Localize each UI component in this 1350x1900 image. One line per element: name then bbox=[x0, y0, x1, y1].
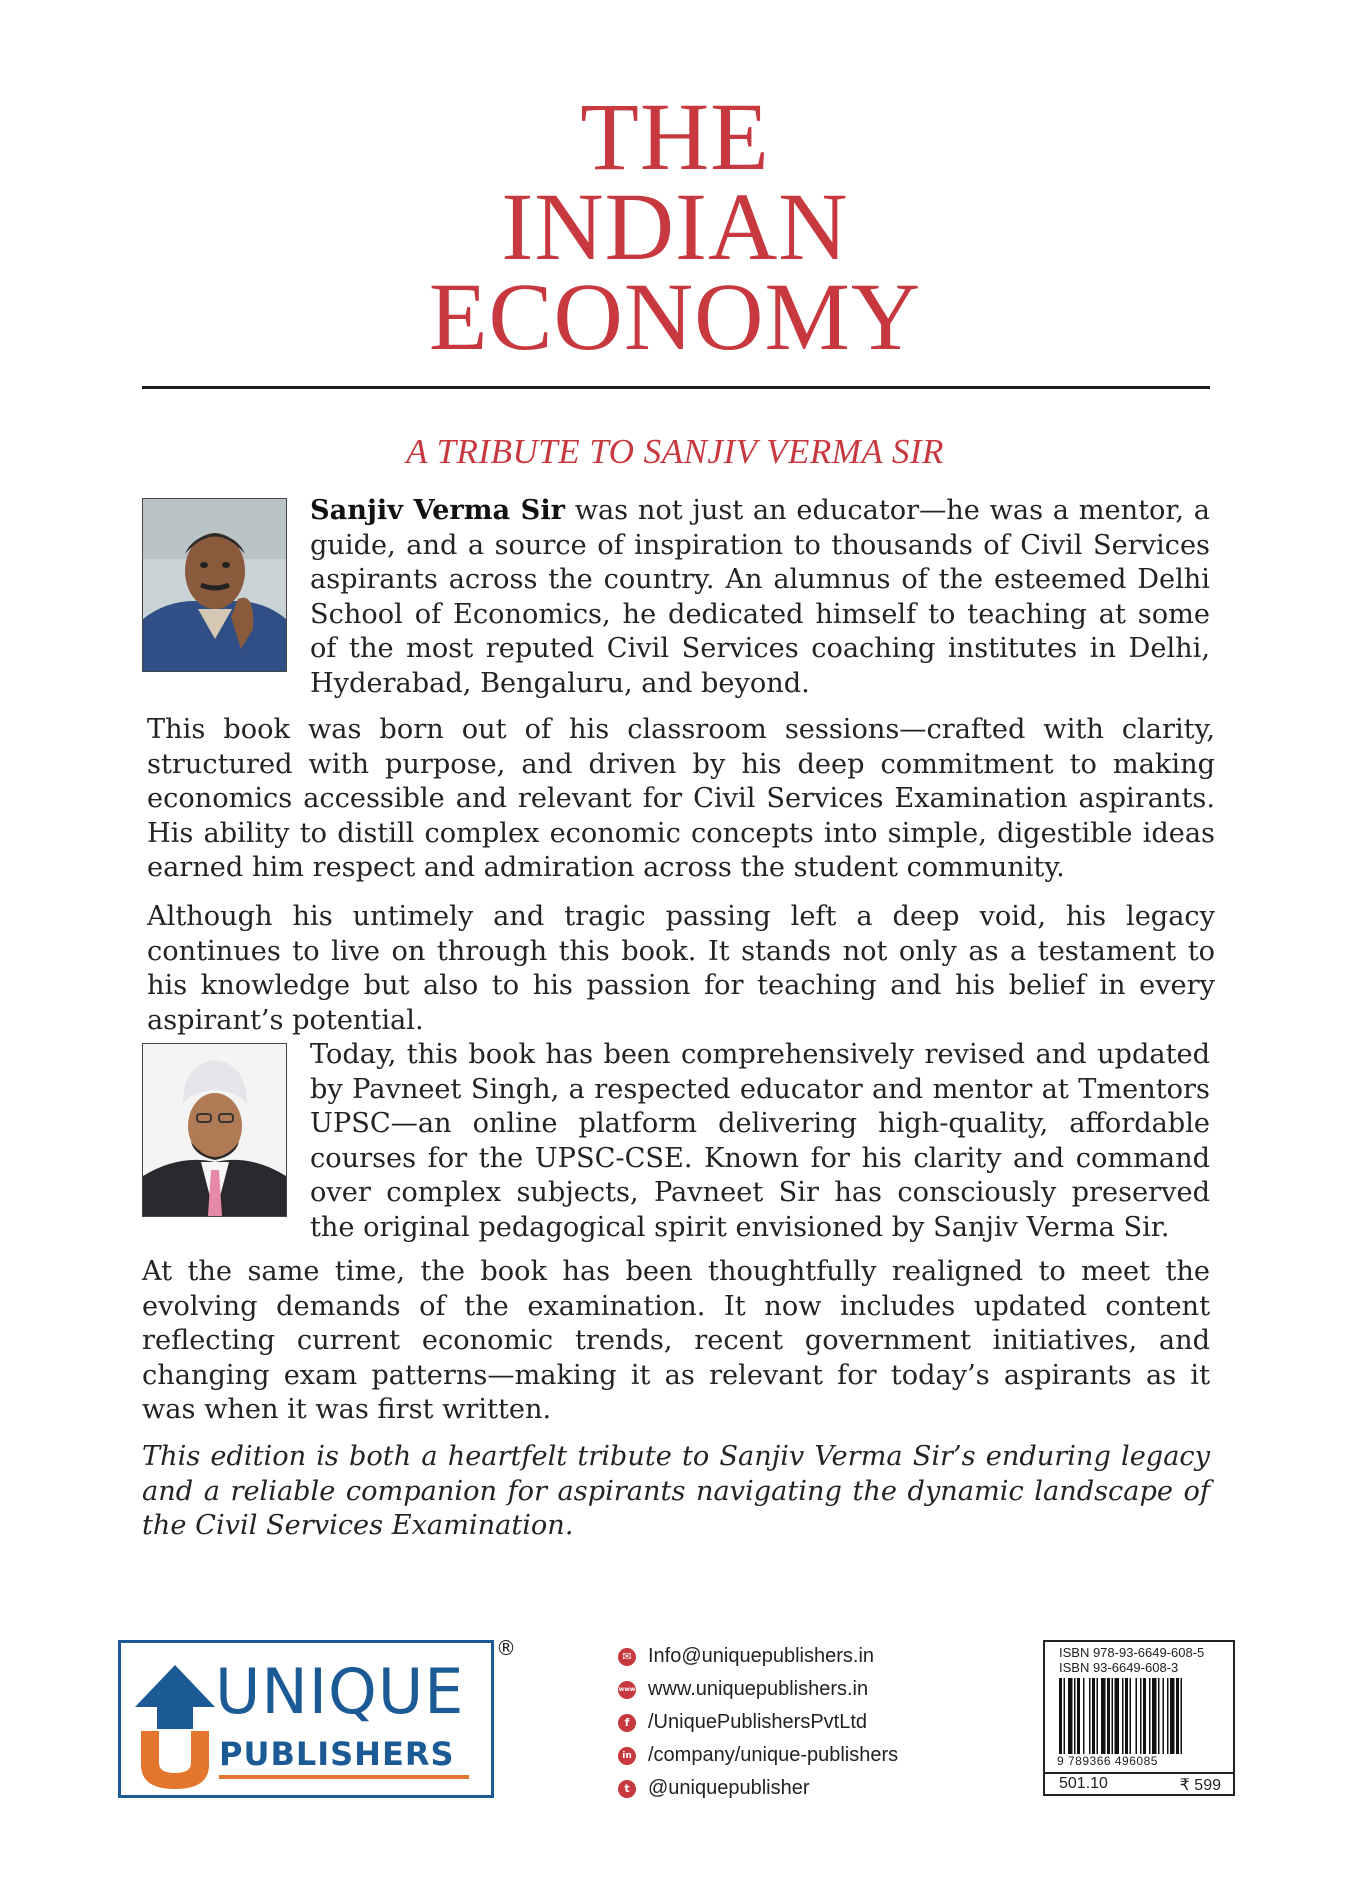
paragraph-tribute-closing: This edition is both a heartfelt tribute to Sanjiv Verma Sir’s enduring legacy and a reliable companion for aspirants navigating the dynamic landscape of the Civil Services Examination. bbox=[142, 1441, 1210, 1541]
logo-word-unique: UNIQUE bbox=[215, 1655, 465, 1728]
logo-word-publishers: PUBLISHERS bbox=[219, 1735, 455, 1773]
title-line-1: THE bbox=[580, 83, 770, 190]
isbn-10: ISBN 93-6649-608-3 bbox=[1059, 1660, 1179, 1675]
book-title bbox=[0, 83, 1350, 370]
isbn-barcode-box bbox=[1043, 1640, 1235, 1796]
contact-facebook-text[interactable]: /UniquePublishersPvtLtd bbox=[648, 1711, 868, 1733]
logo-u-arrow-icon bbox=[135, 1665, 215, 1789]
paragraph-realigned: At the same time, the book has been thoughtfully realigned to meet the evolving demands of the examination. It now includes updated content reflecting current economic trends, recent government initiatives, and changing exam patterns—making it as relevant for today’s aspirants as it was when it was first written. bbox=[142, 1256, 1210, 1425]
registered-mark: ® bbox=[496, 1636, 516, 1660]
isbn-13: ISBN 978-93-6649-608-5 bbox=[1059, 1645, 1205, 1660]
contact-linkedin bbox=[618, 1739, 978, 1772]
mail-icon: ✉ bbox=[618, 1648, 636, 1666]
barcode-digits: 9 789366 496085 bbox=[1057, 1754, 1229, 1768]
contact-email-text[interactable]: Info@uniquepublishers.in bbox=[648, 1645, 875, 1667]
title-line-3: ECONOMY bbox=[428, 263, 922, 370]
contact-facebook bbox=[618, 1706, 978, 1739]
contact-list bbox=[618, 1640, 978, 1805]
facebook-icon: f bbox=[618, 1714, 636, 1732]
price-value: ₹ 599 bbox=[1179, 1777, 1221, 1794]
logo-underline bbox=[219, 1775, 469, 1779]
paragraph-book-origin: This book was born out of his classroom sessions—crafted with clarity, structured with purpose, and driven by his deep commitment to making economics accessible and relevant for Civil Services Examination aspirants. His ability to distill complex economic concepts into simple, digestible ideas earned him respect and admiration across the student community. bbox=[147, 714, 1215, 883]
publisher-logo bbox=[118, 1640, 494, 1798]
barcode-icon bbox=[1059, 1678, 1225, 1764]
paragraph-sanjiv-intro-text: was not just an educator—he was a mentor, a guide, and a source of inspiration to thousands of Civil Services aspirants across the country. An alumnus of the esteemed Delhi School of Economics, he dedicated himself to teaching at some of the most reputed Civil Services coaching institutes in Delhi, Hyderabad, Bengaluru, and beyond. bbox=[310, 495, 1210, 699]
linkedin-icon: in bbox=[618, 1747, 636, 1765]
contact-website-text[interactable]: www.uniquepublishers.in bbox=[648, 1678, 869, 1700]
title-divider bbox=[142, 386, 1210, 389]
price-code: 501.10 bbox=[1059, 1775, 1108, 1792]
twitter-icon: t bbox=[618, 1780, 636, 1798]
pavneet-singh-photo bbox=[142, 1043, 287, 1217]
title-line-2: INDIAN bbox=[501, 173, 849, 280]
contact-linkedin-text[interactable]: /company/unique-publishers bbox=[648, 1744, 899, 1766]
paragraph-legacy: Although his untimely and tragic passing left a deep void, his legacy continues to live on through this book. It stands not only as a testament to his knowledge but also to his passion for teaching and his belief in every aspirant’s potential. bbox=[147, 901, 1215, 1036]
web-icon: www bbox=[618, 1681, 636, 1699]
sanjiv-name: Sanjiv Verma Sir bbox=[310, 494, 565, 526]
contact-email bbox=[618, 1640, 978, 1673]
price-row bbox=[1045, 1772, 1233, 1794]
sanjiv-verma-photo bbox=[142, 498, 287, 672]
contact-website bbox=[618, 1673, 978, 1706]
contact-twitter bbox=[618, 1772, 978, 1805]
paragraph-sanjiv-intro bbox=[310, 493, 1210, 701]
paragraph-revision: Today, this book has been comprehensively revised and updated by Pavneet Singh, a respected educator and mentor at Tmentors UPSC—an online platform delivering high-quality, affordable courses for the UPSC-CSE. Known for his clarity and command over complex subjects, Pavneet Sir has consciously preserved the original pedagogical spirit envisioned by Sanjiv Verma Sir. bbox=[310, 1039, 1210, 1243]
tribute-subtitle: A TRIBUTE TO SANJIV VERMA SIR bbox=[406, 432, 944, 471]
contact-twitter-text[interactable]: @uniquepublisher bbox=[648, 1777, 810, 1799]
